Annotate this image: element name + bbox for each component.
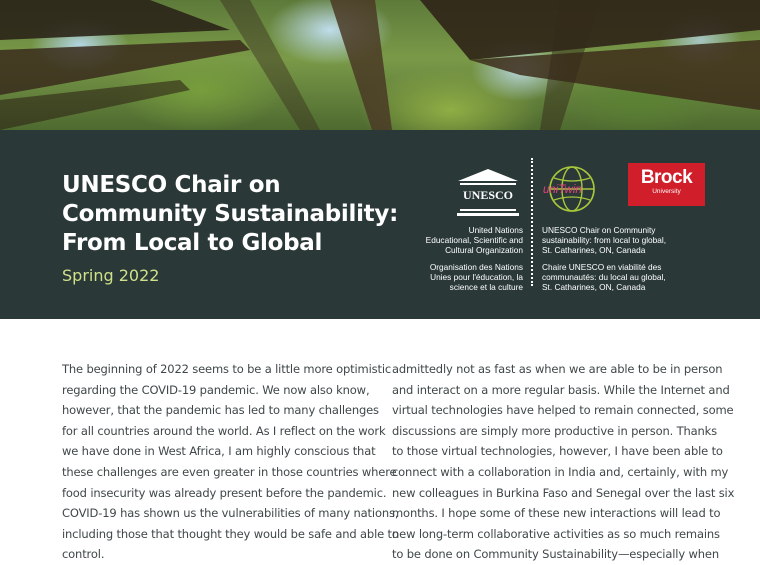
body-line: new colleagues in Burkina Faso and Senegal over the last six xyxy=(392,485,735,500)
body-line: months. I hope some of these new interactions will lead to xyxy=(392,506,721,521)
body-line: connect with a collaboration in India and, certainly, with my xyxy=(392,464,729,479)
text-line: St. Catharines, ON, Canada xyxy=(542,282,646,292)
body-line: discussions are simply more productive in person. Thanks xyxy=(392,423,718,438)
unitwin-globe-logo xyxy=(542,160,600,218)
title-line: Community Sustainability: xyxy=(62,201,398,227)
body-line: for all countries around the world. As I reflect on the work xyxy=(62,423,386,438)
body-line: control. xyxy=(62,547,105,562)
body-line: virtual technologies have helped to remain connected, some xyxy=(392,403,734,418)
body-line: we have done in West Africa, I am highly conscious that xyxy=(62,444,376,459)
body-line: COVID-19 has shown us the vulnerabilities of many nations, xyxy=(62,506,399,521)
logo-divider xyxy=(531,158,533,286)
chair-name-en xyxy=(542,225,702,255)
body-line: these challenges are even greater in those countries where xyxy=(62,464,397,479)
body-line: and interact on a more regular basis. While the Internet and xyxy=(392,382,730,397)
text-line: St. Catharines, ON, Canada xyxy=(542,245,646,255)
title-line: UNESCO Chair on xyxy=(62,172,281,198)
text-line: United Nations xyxy=(468,225,523,235)
forest-canopy-photo xyxy=(0,0,760,130)
body-line: to those virtual technologies, however, I have been able to xyxy=(392,444,723,459)
text-line: Chaire UNESCO en viabilité des xyxy=(542,262,662,272)
body-line: food insecurity was already present before the pandemic. xyxy=(62,485,387,500)
brock-university-logo xyxy=(628,163,705,206)
body-line: including those that thought they would be safe and able to xyxy=(62,526,399,541)
body-line: to be done on Community Sustainability—especially when xyxy=(392,547,719,562)
text-line: Cultural Organization xyxy=(445,245,523,255)
brock-wordmark: Brock xyxy=(640,167,693,188)
unesco-temple-logo xyxy=(456,167,520,219)
body-line: admittedly not as fast as when we are able to be in person xyxy=(392,362,723,376)
text-line: communautés: du local au global, xyxy=(542,272,666,282)
brock-subtitle: University xyxy=(652,188,681,195)
unesco-name-fr xyxy=(373,262,523,292)
unitwin-wordmark: uniTwin xyxy=(543,184,582,196)
text-line: Unies pour l'éducation, la xyxy=(430,272,523,282)
body-line: new long-term collaborative activities as so much remains xyxy=(392,526,720,541)
body-column-left xyxy=(62,359,399,565)
page-title xyxy=(62,171,398,258)
title-line: From Local to Global xyxy=(62,230,323,256)
unesco-wordmark: UNESCO xyxy=(462,188,514,202)
text-line: sustainability: from local to global, xyxy=(542,235,667,245)
text-line: science et la culture xyxy=(449,282,523,292)
text-line: UNESCO Chair on Community xyxy=(542,225,656,235)
body-line: The beginning of 2022 seems to be a little more optimistic xyxy=(62,362,392,376)
body-column-right xyxy=(392,359,735,565)
issue-season: Spring 2022 xyxy=(62,266,160,285)
text-line: Educational, Scientific and xyxy=(425,235,523,245)
text-line: Organisation des Nations xyxy=(429,262,523,272)
body-line: regarding the COVID-19 pandemic. We now also know, xyxy=(62,382,370,397)
chair-name-fr xyxy=(542,262,702,292)
body-line: however, that the pandemic has led to many challenges xyxy=(62,403,379,418)
unesco-name-en xyxy=(373,225,523,255)
